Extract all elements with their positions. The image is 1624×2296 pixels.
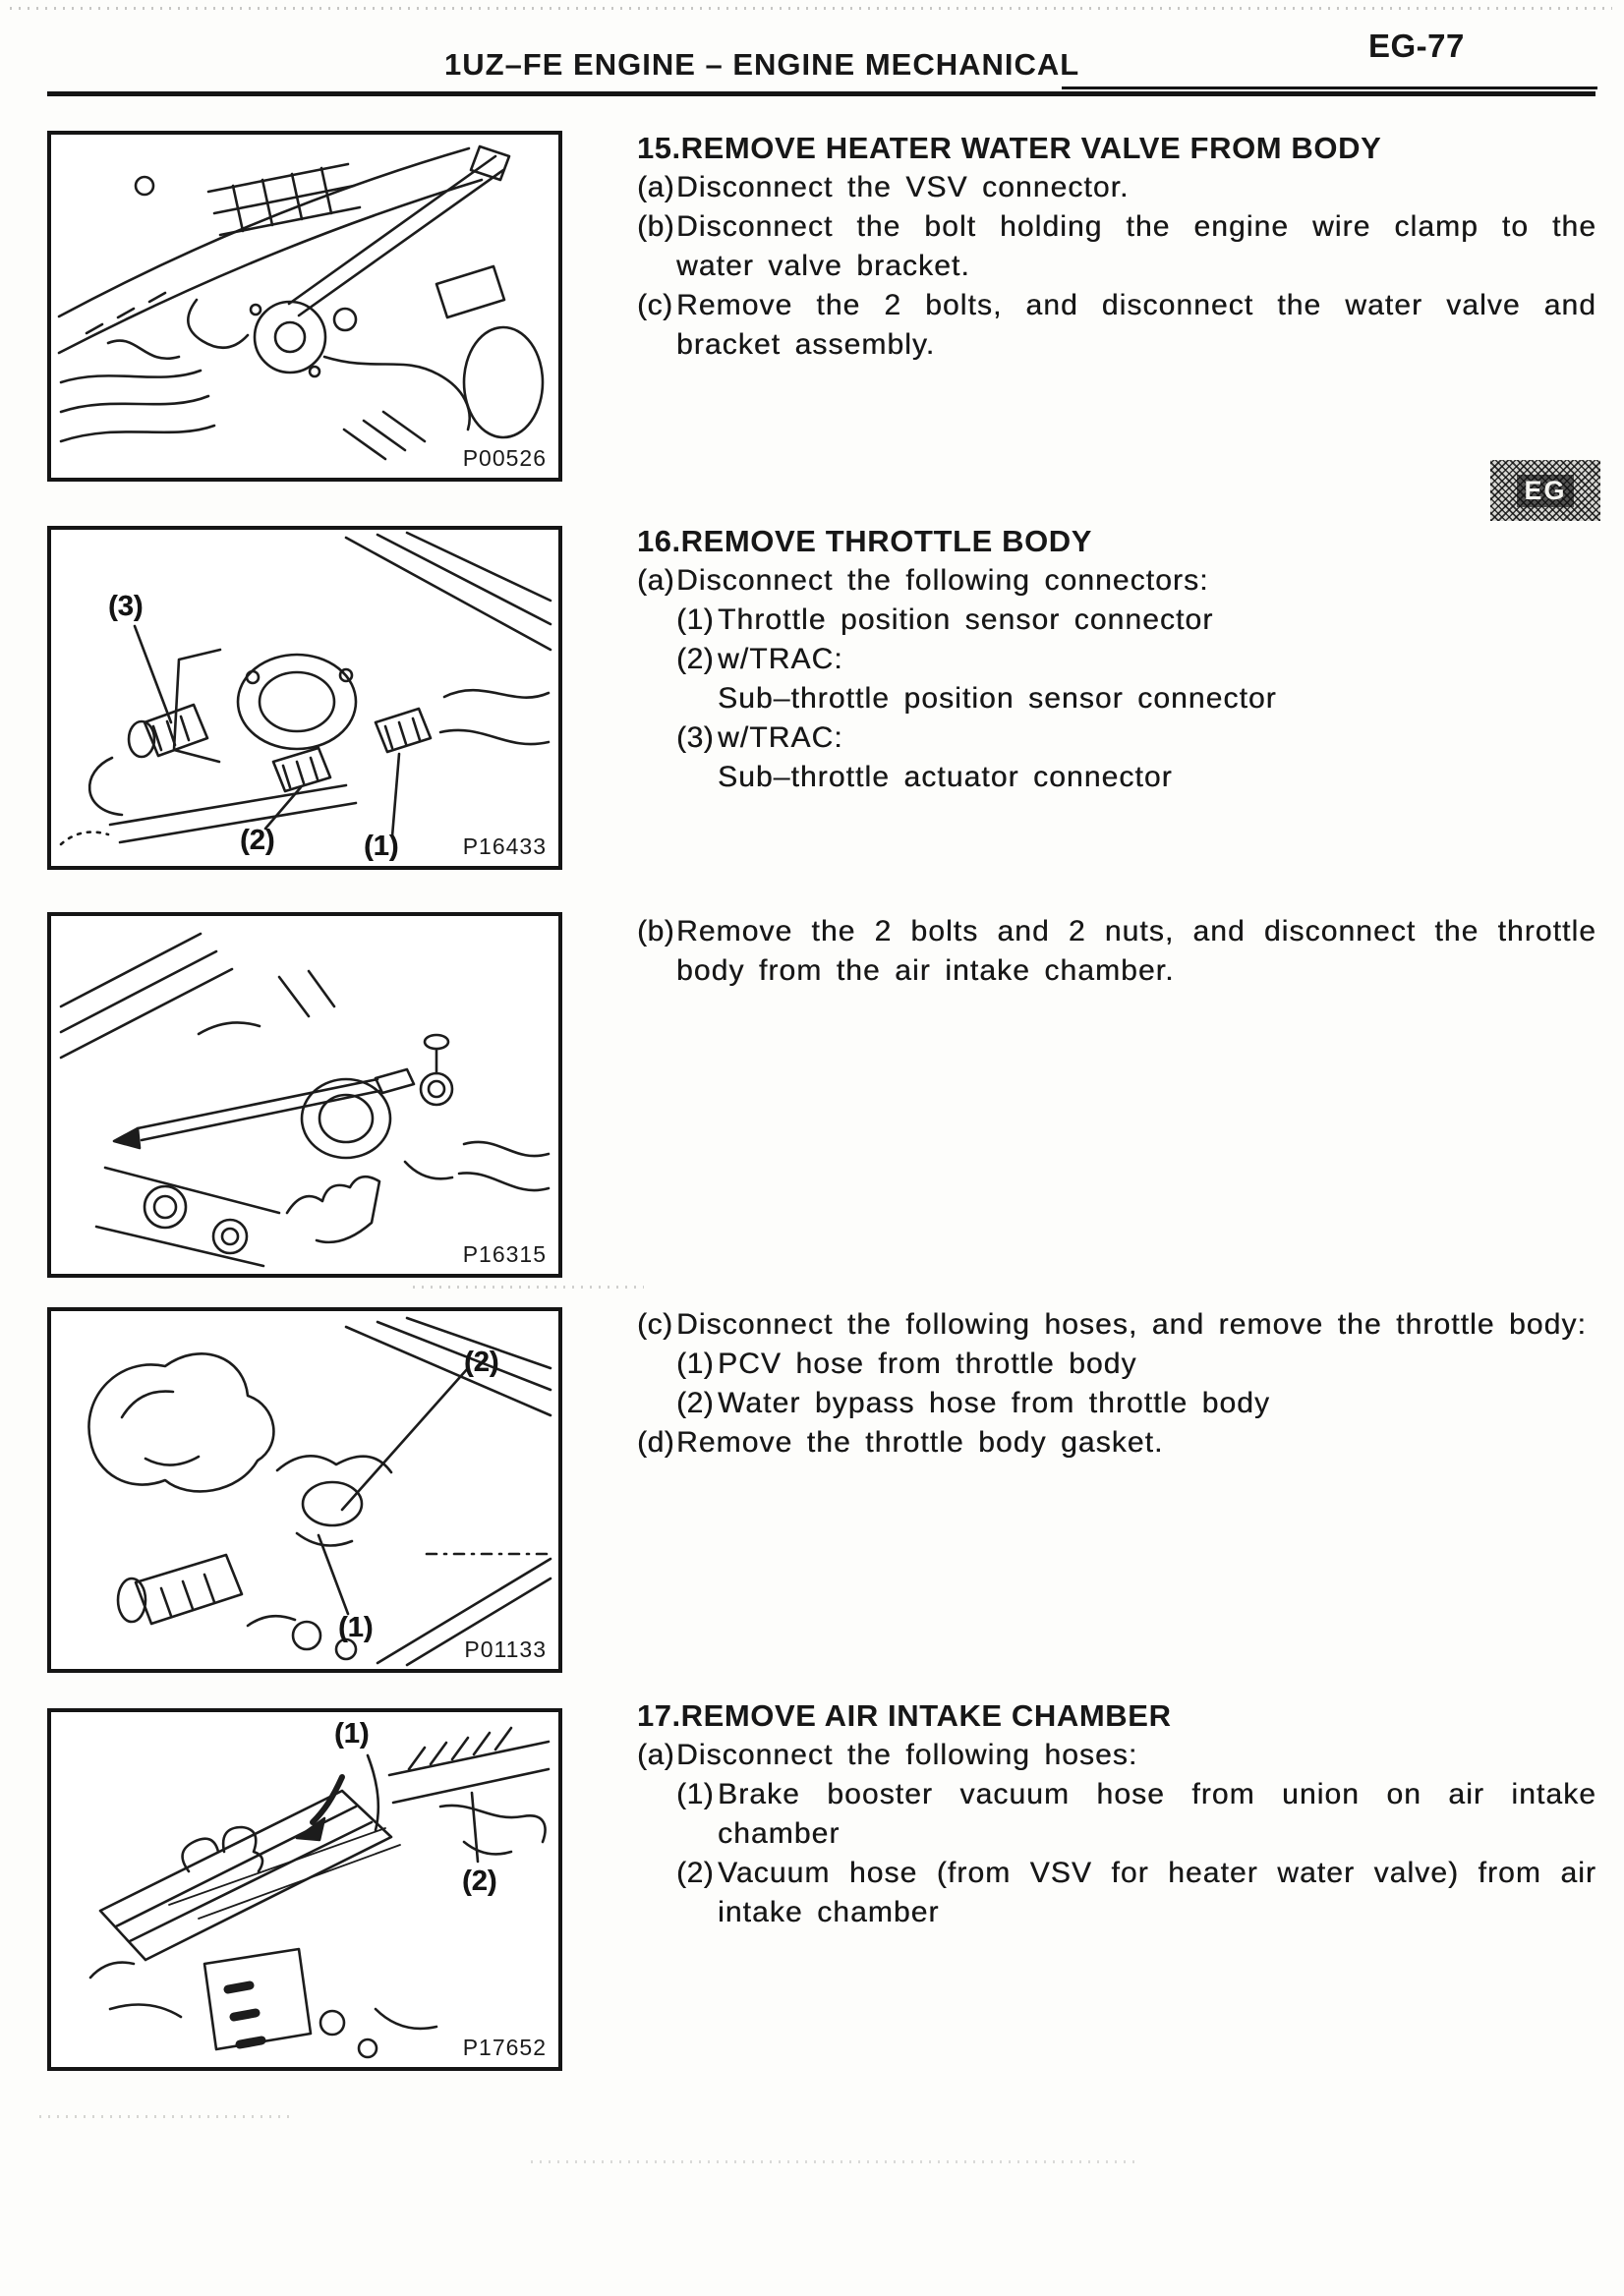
substep-row	[637, 1854, 1596, 1932]
substep-continuation	[637, 679, 1596, 718]
step-text: Remove the throttle body gasket.	[676, 1426, 1164, 1459]
step-row	[637, 286, 1596, 365]
scan-noise-bottom-2	[531, 2160, 1140, 2163]
callout-label: (1)	[364, 831, 399, 862]
section-16-step-b	[637, 912, 1596, 991]
step-row	[637, 561, 1596, 601]
step-row	[637, 207, 1596, 286]
substep-row	[637, 640, 1596, 679]
step-label: (c)	[637, 1308, 673, 1341]
step-text: Disconnect the following hoses:	[676, 1739, 1138, 1771]
page-number: EG-77	[1368, 28, 1465, 64]
substep-text: PCV hose from throttle body	[718, 1348, 1137, 1380]
engine-illustration-icon	[51, 916, 558, 1274]
substep-continuation	[637, 758, 1596, 797]
step-label: (b)	[637, 210, 675, 243]
substep-text: Vacuum hose (from VSV for heater water valve) from air intake chamber	[718, 1857, 1596, 1928]
section-number: 16.	[637, 524, 681, 558]
substep-text: Brake booster vacuum hose from union on air intake chamber	[718, 1778, 1596, 1850]
step-text: Disconnect the VSV connector.	[676, 171, 1130, 203]
engine-illustration-icon	[51, 135, 558, 478]
engine-illustration-icon	[51, 530, 558, 866]
figure-code: P00526	[462, 445, 547, 471]
substep-row	[637, 1775, 1596, 1854]
step-row	[637, 1305, 1596, 1345]
step-row	[637, 168, 1596, 207]
step-text: Remove the 2 bolts, and disconnect the water valve and bracket assembly.	[676, 289, 1596, 361]
section-title: REMOVE AIR INTAKE CHAMBER	[680, 1698, 1172, 1733]
step-text: Disconnect the bolt holding the engine wire clamp to the water valve bracket.	[676, 210, 1596, 282]
callout-label: (2)	[240, 825, 275, 856]
section-16	[637, 522, 1596, 797]
scan-noise-top	[10, 7, 1612, 10]
figure-throttle-hoses	[47, 1307, 562, 1673]
step-row	[637, 1736, 1596, 1775]
step-label: (a)	[637, 1739, 675, 1771]
substep-row	[637, 1345, 1596, 1384]
substep-number: (1)	[676, 1348, 715, 1380]
step-label: (d)	[637, 1426, 675, 1459]
section-title: REMOVE HEATER WATER VALVE FROM BODY	[680, 131, 1382, 165]
substep-number: (2)	[676, 1857, 715, 1889]
header-title: 1UZ–FE ENGINE – ENGINE MECHANICAL	[444, 47, 1080, 82]
substep-text: Sub–throttle position sensor connector	[718, 682, 1277, 715]
substep-row	[637, 601, 1596, 640]
substep-number: (3)	[676, 721, 715, 754]
substep-number: (2)	[676, 643, 715, 675]
figure-throttle-body-removal	[47, 912, 562, 1278]
header-rule	[47, 91, 1595, 96]
step-row	[637, 912, 1596, 991]
scan-noise-mid	[413, 1286, 644, 1289]
step-row	[637, 1423, 1596, 1463]
figure-throttle-connectors	[47, 526, 562, 870]
figure-code: P16433	[462, 833, 547, 859]
figure-code: P17652	[462, 2035, 547, 2060]
substep-text: w/TRAC:	[718, 643, 843, 675]
figure-heater-water-valve	[47, 131, 562, 482]
step-text: Disconnect the following hoses, and remove the throttle body:	[676, 1308, 1587, 1341]
substep-number: (2)	[676, 1387, 715, 1419]
section-title: REMOVE THROTTLE BODY	[680, 524, 1093, 558]
callout-label: (1)	[334, 1718, 370, 1750]
section-title-row	[637, 1696, 1596, 1736]
substep-text: w/TRAC:	[718, 721, 843, 754]
section-16-steps-c-d	[637, 1305, 1596, 1463]
step-text: Disconnect the following connectors:	[676, 564, 1209, 597]
step-label: (a)	[637, 564, 675, 597]
figure-code: P16315	[462, 1241, 547, 1267]
section-title-row	[637, 522, 1596, 561]
substep-text: Throttle position sensor connector	[718, 603, 1214, 636]
figure-air-intake-chamber	[47, 1708, 562, 2071]
callout-label: (1)	[338, 1612, 374, 1643]
callout-label: (2)	[462, 1866, 497, 1897]
substep-text: Water bypass hose from throttle body	[718, 1387, 1271, 1419]
substep-text: Sub–throttle actuator connector	[718, 761, 1173, 793]
section-number: 17.	[637, 1698, 681, 1733]
substep-row	[637, 1384, 1596, 1423]
substep-row	[637, 718, 1596, 758]
substep-number: (1)	[676, 603, 715, 636]
section-15	[637, 129, 1596, 365]
section-title-row	[637, 129, 1596, 168]
step-label: (a)	[637, 171, 675, 203]
section-17	[637, 1696, 1596, 1932]
step-label: (b)	[637, 915, 675, 947]
header-rule-right	[1062, 86, 1597, 89]
callout-label: (3)	[108, 591, 144, 622]
figure-code: P01133	[464, 1636, 547, 1662]
step-label: (c)	[637, 289, 673, 321]
section-tab-label: EG	[1517, 475, 1573, 507]
section-tab-eg	[1490, 460, 1600, 521]
step-text: Remove the 2 bolts and 2 nuts, and disconnect the throttle body from the air intake chamber.	[676, 915, 1596, 987]
substep-number: (1)	[676, 1778, 715, 1810]
scan-noise-bottom	[39, 2115, 295, 2118]
section-number: 15.	[637, 131, 681, 165]
callout-label: (2)	[464, 1347, 499, 1378]
